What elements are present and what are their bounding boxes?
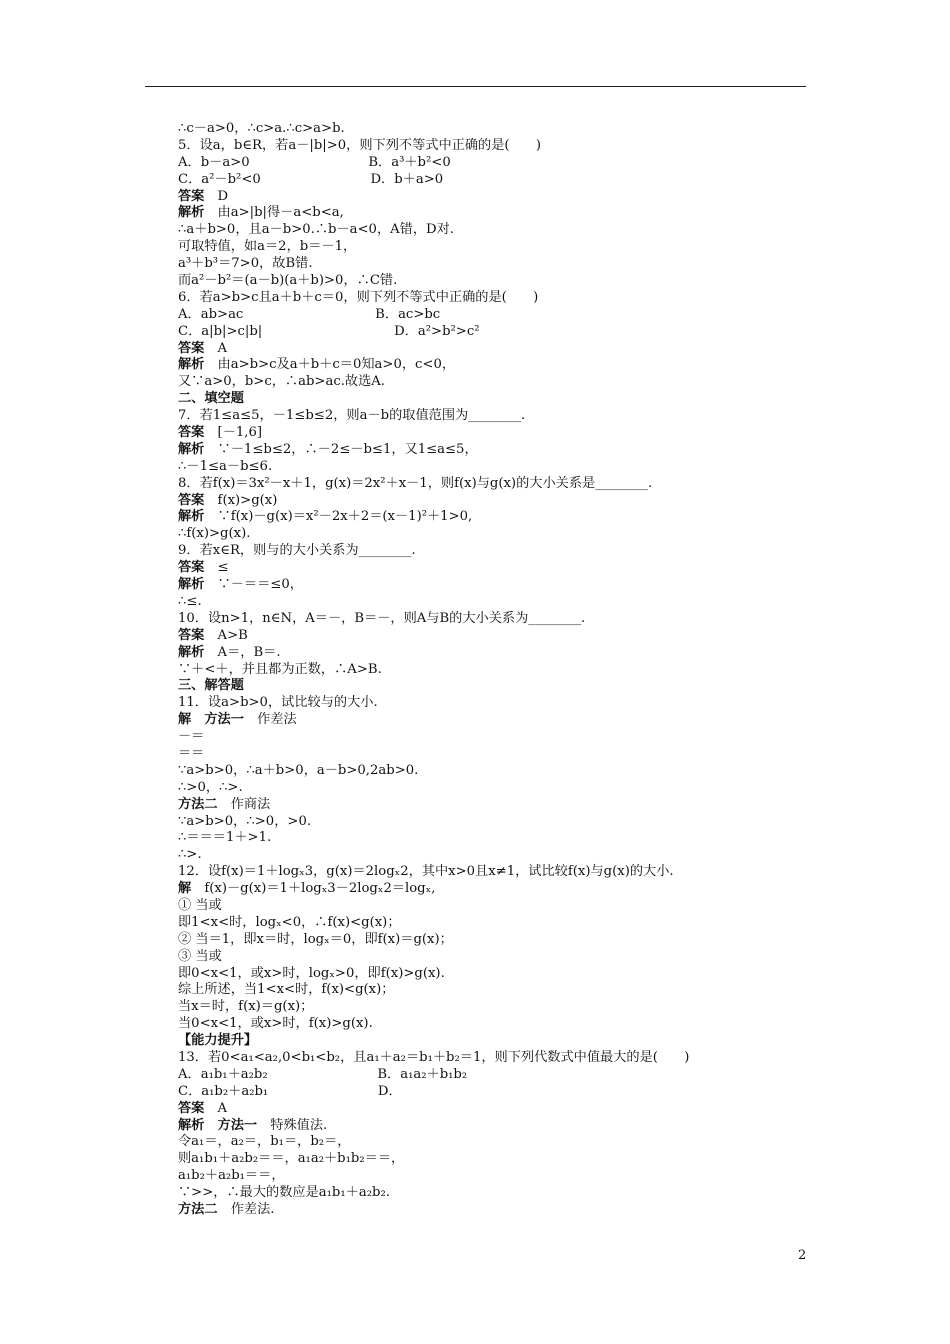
line-label: 答案 (178, 340, 205, 356)
line-label: 答案 (178, 425, 205, 441)
text-line: 而a²－b²＝(a－b)(a＋b)>0，∴C错. (178, 273, 398, 289)
text-line: A．ab>ac B．ac>bc (178, 306, 441, 322)
text-line: 7．若1≤a≤5，－1≤b≤2，则a－b的取值范围为________. (178, 408, 526, 424)
line-label: 解析 (178, 441, 205, 457)
text-line: 9．若x∈R，则与的大小关系为________. (178, 543, 416, 559)
text-line: 即1<x<时，logₓ<0，∴f(x)<g(x)； (178, 914, 401, 930)
line-label: 解析 (178, 509, 205, 525)
text-line: ∵a>b>0，∴>0，>0. (178, 813, 312, 829)
text-line: ∴＝＝＝1＋>1. (178, 830, 272, 846)
text-line: 10．设n>1，n∈N，A＝－，B＝－，则A与B的大小关系为________. (178, 610, 586, 626)
text-line: 令a₁＝，a₂＝，b₁＝，b₂＝， (178, 1134, 351, 1150)
text-line: 解 方法一 作差法 (178, 712, 297, 728)
text-line: 解析 A＝，B＝. (178, 644, 281, 660)
text-line: 答案 D (178, 188, 229, 204)
text-line: 综上所述，当1<x<时，f(x)<g(x)； (178, 982, 395, 998)
text-line: a₁b₂＋a₂b₁＝＝， (178, 1168, 285, 1184)
text-line: 则a₁b₁＋a₂b₂＝＝，a₁a₂＋b₁b₂＝＝， (178, 1151, 405, 1167)
text-line: ∴>0，∴>. (178, 779, 243, 795)
line-label: 答案 (178, 1100, 205, 1116)
text-line: C．a²－b²<0 D．b＋a>0 (178, 171, 444, 187)
text-line: ∴－1≤a－b≤6. (178, 458, 273, 474)
text-line: ∴a＋b>0，且a－b>0.∴b－a<0，A错，D对. (178, 222, 454, 238)
text-line: 方法二 作差法. (178, 1202, 275, 1217)
text-line: ∵＋<＋，并且都为正数，∴A>B. (178, 661, 382, 677)
line-label: 解析 (178, 357, 205, 373)
text-line: 解析 ∵f(x)－g(x)＝x²－2x＋2＝(x－1)²＋1>0, (178, 509, 473, 525)
section-heading: 二、填空题 (178, 391, 244, 407)
text-line: 方法二 作商法 (178, 796, 271, 812)
text-line: 答案 A (178, 340, 228, 356)
text-line: 答案 f(x)>g(x) (178, 492, 278, 508)
text-line: ∴>. (178, 847, 202, 863)
text-line: 6．若a>b>c且a＋b＋c＝0，则下列不等式中正确的是( ) (178, 289, 539, 305)
line-label: 方法二 (178, 796, 218, 812)
header-rule (145, 86, 806, 87)
text-line: 又∵a>0，b>c，∴ab>ac.故选A. (178, 374, 386, 390)
text-line: A．a₁b₁＋a₂b₂ B．a₁a₂＋b₁b₂ (178, 1066, 468, 1082)
text-line: C．a|b|>c|b| D．a²>b²>c² (178, 323, 480, 339)
text-line: 解 f(x)－g(x)＝1＋logₓ3－2logₓ2＝logₓ, (178, 881, 436, 897)
text-line: －＝ (178, 729, 205, 745)
text-line: ∴c－a>0，∴c>a.∴c>a>b. (178, 121, 345, 136)
text-line: A．b－a>0 B．a³＋b²<0 (178, 154, 451, 170)
line-label: 解 方法一 (178, 712, 244, 728)
text-line: 5．设a，b∈R，若a－|b|>0，则下列不等式中正确的是( ) (178, 137, 542, 153)
text-line: 解析 方法一 特殊值法. (178, 1117, 328, 1133)
line-label: 解析 (178, 644, 205, 660)
text-line: 12．设f(x)＝1＋logₓ3，g(x)＝2logₓ2，其中x>0且x≠1，试比较f(x)与g(x)的大小. (178, 864, 674, 880)
text-line: 即0<x<1，或x>时，logₓ>0，即f(x)>g(x). (178, 965, 445, 981)
line-label: 答案 (178, 188, 205, 204)
line-label: 答案 (178, 560, 205, 576)
text-line: 解析 由a>|b|得－a<b<a, (178, 205, 344, 221)
document-body (178, 121, 818, 1219)
text-line: 解析 ∵－＝＝≤0， (178, 577, 303, 593)
text-line: 答案 A>B (178, 627, 248, 643)
text-line: ② 当＝1，即x＝时，logₓ＝0，即f(x)＝g(x)； (178, 931, 453, 947)
text-line: ① 当或 (178, 897, 222, 913)
text-line: 解析 ∵－1≤b≤2，∴－2≤－b≤1，又1≤a≤5， (178, 441, 478, 457)
text-line: 答案 ≤ (178, 560, 229, 576)
section-heading: 三、解答题 (178, 678, 244, 694)
text-line: ＝＝ (178, 745, 205, 761)
section-heading: 【能力提升】 (178, 1033, 258, 1049)
line-label: 答案 (178, 492, 205, 508)
text-line: 可取特值，如a＝2，b＝－1， (178, 239, 357, 255)
line-label: 解析 (178, 205, 205, 221)
text-line: 当0<x<1，或x>时，f(x)>g(x). (178, 1016, 373, 1032)
text-line: ③ 当或 (178, 948, 222, 964)
text-line: ∵>>，∴最大的数应是a₁b₁＋a₂b₂. (178, 1185, 390, 1201)
line-label: 解析 (178, 577, 205, 593)
text-line: 13．若0<a₁<a₂,0<b₁<b₂，且a₁＋a₂＝b₁＋b₂＝1，则下列代数式中值最大的是( ) (178, 1049, 690, 1065)
text-line: 8．若f(x)＝3x²－x＋1，g(x)＝2x²＋x－1，则f(x)与g(x)的大小关系是________. (178, 475, 653, 491)
text-line: C．a₁b₂＋a₂b₁ D． (178, 1083, 402, 1099)
text-line: ∵a>b>0，∴a＋b>0，a－b>0,2ab>0. (178, 762, 419, 778)
line-label: 解析 方法一 (178, 1117, 258, 1133)
page-number: 2 (798, 1248, 807, 1263)
text-line: 答案 [－1,6] (178, 425, 263, 441)
line-label: 解 (178, 881, 192, 897)
text-line: a³＋b³＝7>0，故B错. (178, 256, 313, 272)
text-line: 11．设a>b>0，试比较与的大小. (178, 695, 378, 711)
line-label: 方法二 (178, 1202, 218, 1217)
line-label: 答案 (178, 627, 205, 643)
text-line: 答案 A (178, 1100, 228, 1116)
text-line: ∴f(x)>g(x). (178, 526, 251, 542)
text-line: ∴≤. (178, 593, 202, 609)
text-line: 解析 由a>b>c及a＋b＋c＝0知a>0，c<0， (178, 357, 456, 373)
text-line: 当x＝时，f(x)＝g(x)； (178, 999, 314, 1015)
